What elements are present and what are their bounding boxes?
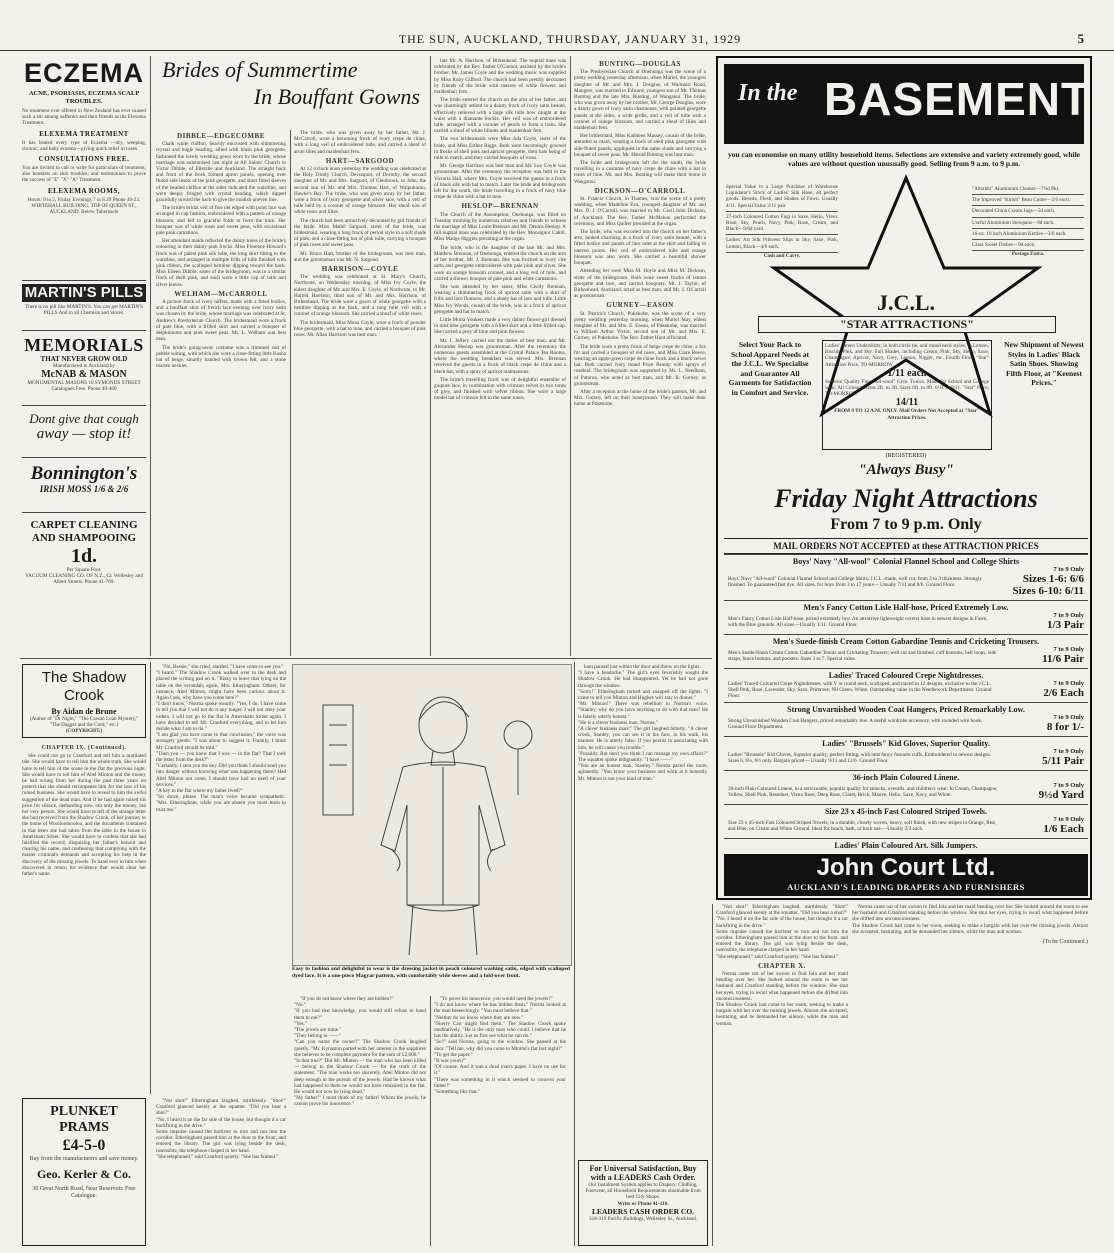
serial-column-5 [578, 664, 708, 904]
article-paragraph: late Mr. A. Harrison, of Birkenhead. The nuptial mass was celebrated by the Rev. Father O'Connor, assisted by the bride's brother. Mr. James Coyle and the wedding music was supplied by Miss Ruby Gifford. The church had been prettily decorated by friends of the bride with masses of white flowers and maidenhair fern. [434, 58, 566, 96]
attraction-price: 5/11 Pair [1042, 755, 1084, 767]
article-paragraph: The bride wore a pretty frock of beige crepe de chine, a fox fur and carried a bouquet of red roses, and Miss Clare Reeve, wearing an apple-green crepe de chine frock and a black velvet hat. Both carried ivory toned Prize Beauty with sprays of rosebud. The bridegroom was supported by Mr. L. Needham, of Paturoa, who acted as best man, and Mr. R. Gurney, as groomsman. [574, 343, 706, 387]
plunket-price: £4-5-0 [62, 1137, 106, 1154]
article-paragraph: The bride's travelling frock was of delightful ensemble of guipure lace, in combination with crimson velvet in two tones of grey, and finished with velvet ribbon. She wore a large model hat of crimson felt in the same tones. [434, 376, 566, 402]
article-paragraph: Little Moira Yonkers made a very dainty flower-girl dressed in mist blue georgette with a frilled skirt and a little frilled cap. She carried a posy of blue and pink flowers. [434, 316, 566, 336]
attraction-price-box [998, 782, 1084, 801]
eczema-heading: ELEXEMA TREATMENT [39, 129, 129, 138]
attraction-item [724, 702, 1088, 736]
subhead-welham-mccarroll: WELHAM—McCARROLL [174, 289, 268, 298]
attraction-row [728, 816, 1084, 835]
attraction-heading: Size 23 x 45-inch Fast Coloured Striped Towels. [824, 807, 988, 816]
attraction-row [728, 646, 1084, 665]
john-court-tagline: AUCKLAND'S LEADING DRAPERS AND FURNISHERS [787, 882, 1025, 892]
attraction-price: 2/6 Each [1043, 687, 1084, 699]
article-paragraph: Mr. J. Jeffery carried out the duties of best man, and Mr. Alexander Heslop was groomsman. After the ceremony the numerous guests assembled at the Crystal Palace Tea Rooms, where the wedding breakfast was served. Mrs. Brennan received the guests in a frock of black crepe de chine and a black hat, with a spray of apricot malmaisons. [434, 337, 566, 375]
memorials-title: MEMORIALS [24, 335, 144, 355]
special-kettles: 16-oz. 10 inch Aluminium Kettles—3/6 each. [972, 229, 1084, 240]
attraction-price: 8 for 1/- [1046, 721, 1084, 733]
special-fugi: 27-inch Coloured Cotton Fugi in Saxe, Helio, Vieux Rose, Sky, Peach, Navy, Pink, Rose, Cream, and Black—9/6d yard. [726, 212, 838, 236]
banner-basement: BASEMENT [824, 73, 1091, 125]
attraction-row [728, 612, 1084, 631]
serial-title: The Shadow Crook [41, 669, 127, 704]
cough-line2: away — stop it! [36, 426, 132, 442]
serial-paragraph: "Not shot!" Etheringham laughed, mirthlessly. "Shot!" Cranford glanced keenly at the squatter. "Did you hear a shot?" "No. I heard it on the far side of the house, but thought it a car backfiring in the drive." Some impulse caused the barrister to turn and run into the corridor. Etheringham passed him at the door to the front, and entered the library. The girl was lying beside the desk, insensible, the telephone clasped in her hand. "She telephoned," said Cranford quietly. "She has fainted." [156, 1098, 286, 1160]
cough-line1: Dont give that cough [29, 411, 139, 426]
attraction-price-box [998, 566, 1084, 597]
carpet-line4: VACUUM CLEANING CO. OF N.Z., Cr. Wellesley and Albert Streets. Phone 41-769. [25, 573, 143, 586]
brides-headline [156, 56, 426, 126]
carpet-price: 1d. [70, 545, 98, 567]
to-be-continued: (To be Continued.) [1042, 939, 1088, 946]
section-rule [20, 658, 712, 659]
attraction-hours: 7 to 9 Only [1053, 646, 1084, 653]
tunics-offer: Superior Quality Fine "All-wool" Gym. Tunics. Made for School and College wear. All Colours. Sizes 2ft. to 3ft. Sizes 6ft. to 8ft. 6/11 to 9/11. "Star" Price, TO-MORROW [825, 378, 989, 398]
subhead-dickson-ocarroll: DICKSON—O'CARROLL [594, 186, 686, 195]
eczema-ad [22, 58, 146, 281]
attraction-item [724, 770, 1088, 804]
back-to-school-box: Select Your Back to School Apparel Needs at the J.C.L. We Specialise and Guarantee All Garments for Satisfaction in Comfort and Service. [728, 340, 812, 397]
special-jugs: Decorated China Cream Jugs—5d each. [972, 206, 1084, 217]
article-paragraph: The two bridesmaids were Miss Ada Coyle, sister of the bride, and Miss Esther Riggs. Both were becomingly gowned in frocks of shell pink and apricot georgette, their hats being of tulle to match, and they carried bouquets of roses. [434, 136, 566, 162]
attraction-row [728, 748, 1084, 767]
bonnington-line1: Bonnington's [30, 463, 138, 484]
article-paragraph: The church had been attractively decorated by girl friends of the bride. Miss Mabel Sargood, sister of the bride, was bridesmaid, wearing a long frock of period style in a soft shade of pink, and a close-fitting hat of pink tulle, carrying a bouquet of pink roses and sweet peas. [294, 217, 426, 249]
registered-mark: (REGISTERED) [885, 453, 927, 459]
article-paragraph: The bride, who was escorted into the church on her father's arm, looked charming in a frock of ivory satin beauté, with a fitted bodice and panels of lace inlet at the skirt and falling in uneven points. Her veil of embroidered tulle and orange blossom was also worn. She carried a beautiful shower bouquet. [574, 229, 706, 267]
basement-banner [724, 64, 1091, 144]
serial-column-3 [294, 996, 426, 1246]
attraction-price-box [998, 714, 1084, 733]
serial-column-2 [156, 664, 286, 1094]
star-attractions: "STAR ATTRACTIONS" [758, 316, 1056, 333]
column-rule [430, 996, 431, 1246]
article-paragraph: The bride, who was given away by her father, Mr. J. McCarroll, wore a becoming frock of ivory crepe de chine, with a long veil of embroidered tulle, and carried a sheaf of arum lilies and maidenhair fern. [294, 130, 426, 155]
memorials-line2: Manufactured in Auckland by [52, 363, 116, 369]
attraction-description: Ladies' Traced Coloured Crepe Nightdresses, with V or round neck, scalloped, and traced in 12 designs, exclusive to the J.C.L. Shell Pink, Rose, Lavender, Sky, Saxe, Primrose, Nil Green, White. Outstanding value in the Needlework Department. Ground Floor. [728, 680, 992, 699]
special-cutter: The Improved "Kirish" Bean Cutter—2/6 each. [972, 195, 1084, 206]
brides-headline-line1: Brides of Summertime [162, 57, 358, 82]
attraction-hours: 7 to 9 Only [1053, 566, 1084, 573]
serial-paragraph: Norma came out of her swoon to find Iola and her maid bending over her. She looked around the room to see her husband and Cranford standing before the window. She shut her eyes, trying to recall what happened before she drifted into unconsciousness. The Shadow Crook had come to her room, seeking to make a bargain with her over the missing jewels. Almost she accepted, hesitating, and he demanded her silence, while the man and woman. [716, 971, 848, 1027]
article-paragraph: The bride entered the church on the arm of her father, and was charmingly attired in a dainty frock of ivory satin beauté, effectively relieved with a large silk tulle bow caught at the waist with a diamante buckle. Her veil was of embroidered tulle, arranged with a coronet of pearls to form a train. She carried a sheaf of white liliums and maidenhair fern. [434, 97, 566, 135]
article-paragraph: Mr. Bruce Hart, brother of the bridegroom, was best man, and the groomsman was Mr. N. Sargood. [294, 250, 426, 263]
article-paragraph: After a reception at the home of the bride's parents, Mr. and Mrs. Gurney, left on their honeymoon. They will make their home at Pukekohe. [574, 388, 706, 408]
special-stewpans: Useful Aluminium Stewpans—9d each. [972, 218, 1084, 229]
subhead-heslop-brennan: HESLOP—BRENNAN [461, 202, 539, 211]
caption-text: Easy to fashion and delightful to wear is the dressing jacket in peach coloured washing satin, edged with scalloped dyed lace. It is a one-piece Magyar pattern, with comfortably wide sleeves and a fold-over front. [292, 966, 570, 979]
brides-column-2 [294, 130, 426, 656]
article-paragraph: Her bridesmaid, Miss Kathleen Massey, cousin of the bride, attended as maid, wearing a frock of shell pink georgette with side-fluted panels, appliquéd in the same shade and carrying a bouquet of sweet peas. Mr. Harold Bunting was best man. [574, 133, 706, 158]
attraction-price-box [998, 816, 1084, 835]
eczema-body1: No treatment ever offered in New Zealand has ever caused such a stir among sufferers and their friends as the Elexema Treatment. [22, 108, 146, 127]
article-paragraph: A picture frock of ivory taffeta, made with a fitted bodice, and a bouffant skirt of french lace evening over ivory satin was chosen by the bride, whose marriage was celebrated at St. Andrew's Presbyterian Church. The bridesmaid wore a frock of pale blue, with a frilled skirt and carried a bouquet of delphiniums and pink sweet peas. Mr. L. Welham was best man. [156, 299, 286, 343]
attraction-heading: Men's Fancy Cotton Lisle Half-hose, Priced Extremely Low. [803, 603, 1009, 612]
serial-paragraph: "To prove his innocence, you would need the jewels?" "I do not know where he has hidden them." Norma looked at the man beseechingly. "You must believe that." "Neither do we know where they are now." "Sherry Carr might find them." The Shadow Crook spoke meditatively. "He is the only man who could. I believe that he has the ability. Let us first see what he can do." "So?" said Norma, going to the window. She paused at the door. "Tell me, why did you come to Minton's flat last night?" "To get the paper." "It was yours?" "Of course. And it was a dead man's paper. I have no use for it." "There was something in it which seemed to concern your father?" "Something like that." [434, 996, 566, 1096]
masthead-title: THE SUN, AUCKLAND, THURSDAY, JANUARY 31, 1929 [398, 32, 742, 46]
article-paragraph: St. Francis' Church, in Thames, was the scene of a pretty wedding, when Madeline Eva, youngest daughter of Mr. and Mrs. D. J. O'Carroll, was married to Mr. Cecil John Dickson, of Auckland. The Rev. Father McMahon performed the ceremony, and Miss Quilter presided at the organ. [574, 196, 706, 227]
basement-intro: you can economise on many utility household items. Selections are extensive and variety extremely good, while values are without question unusually good. Selling from 9 a.m. to 9 p.m. [728, 150, 1080, 168]
friday-attraction-items [724, 554, 1088, 850]
attraction-hours: 7 to 9 Only [1053, 680, 1084, 687]
attraction-item [724, 600, 1088, 634]
attraction-description: Size 23 x 45-inch Fast Coloured Striped Towels; in a durable, closely woven, heavy, soft finish, with new stripes in Orange, Red, and Blue, on Cream and White Ground. Ideal for beach, bath, or back use.—Usually 2/3 each. [728, 819, 996, 832]
plunket-line1: Buy from the manufacturers and save money. [29, 1156, 139, 1162]
attraction-hours: 7 to 9 Only [1053, 714, 1084, 721]
serial-paragraph: "No, Bessie," she cried, startled. "I have come to see you." "I heard." The Shadow Crook walked over to the desk and placed the writing pad on it. "Risky to leave that lying on the table on the verandah, again, Mrs. Etheringham. Others, for instance, Abel Minton, might have been curious about it. Again I ask, why have you come here?" "I don't know," Norma spoke wearily. "Yes, I do. I have come to tell you that I will not do it any longer. I will not obey your orders. I will not go to the flat in Amersham Street again. I have decided to tell Mr. Cranford everything, and to let him decide what I am to do." "I am glad you have come to that conclusion," the voice was strangely gentle. "I was about to suggest it. Frankly, I think Mr. Cranford should be told." "Then you — you knew that I was — in the flat? That I took the letter from the desk?" "Certainly. I sent you the key. Did you think I should send you into danger without knowing what was happening there? Had Abel Minton not come, I should have had no need of your services." "A key to the flat where my father lived?" "Sit down, please. The man's voice became sympathetic. "Mrs. Etheringham, while you are absent you must learn to trust me." [156, 664, 286, 813]
martin-pills-body: There is no pill like MARTIN'S. You can get MARTIN'S PILLS And in all Chemists and Stores. [24, 304, 144, 317]
serial-column-5b [156, 1098, 286, 1246]
satin-shoes-box: New Shipment of Newest Styles in Ladies' Black Satin Shoes. Showing Fifth Floor, at "Keenest Prices." [1004, 340, 1084, 387]
brides-headline-line2: In Bouffant Gowns [253, 84, 420, 109]
attraction-item [724, 838, 1088, 850]
leaders-line3: Write or Phone 41-116. [617, 1200, 669, 1207]
underskirts-offer: Ladies' Sateen Underskirts; in both circle tie, and round neck styles, in Lemon, Biscuit, Pink, and Sky. Full Shades, including Cream, Pink, Sky, Helio, Saxe, Champagne, Apricot, Navy, Grey, Lemon, Nigger, etc. Fourth Floor. "Star" Attraction Price, TO-MORROW [825, 343, 989, 368]
leaders-line4: 318-319 Pacific Buildings, Wellesley St., Auckland. [589, 1215, 697, 1222]
serial-paragraph: Norma came out of her swoon to find Iola and her maid bending over her. She looked around the room to see her husband and Cranford standing before the window. She shut her eyes, trying to recall what happened before she drifted into unconsciousness. The Shadow Crook had come to her room, seeking to make a bargain with her over the missing jewels. Almost she accepted, hesitating, and he demanded her silence, while the man and woman. [852, 904, 1088, 935]
attraction-description: Men's Suede-finish Cream Cotton Gabardine Tennis and Cricketing Trousers; well cut and finished, cuff bottoms, belt loops, side straps, brace buttons, and pockets. Sizes 3 to 7. Special value. [728, 649, 997, 662]
attraction-hours: 7 to 9 Only [1053, 748, 1084, 755]
serial-paragraph: She could not go to Cranford and tell him a mutilated tale. She would have to tell him the whole truth. She would have to tell him of the scene in the flat the previous night. She would have to tell him of Abel Minton and the money he had wrung from her during the past three years on pretext that she should recompense him for the loss of his ruined business. She would have to reveal to him the awful suggestion of the dead man. And if he had again raised his price for silence, demanding now, not only the money, but her very person. She would have to tell of the strange letter she had received from the Shadow Crook, of her journey to the home of Woolloomooloo, and the documents contained in that letter she had taken from the table in the house in Amersham Street. She would have to confess that she had falsified the record, disguising her father's honour and clearing his name, and confessing that complying with the master criminal's demands and accepting his help in the discovery of the missing jewels. To hand over to him when discovered in return for evidence that would clear her father's name. [22, 753, 146, 878]
attraction-price-box [998, 612, 1084, 631]
article-paragraph: The bride's bridal veil of fine net edged with point lace was arranged in cap fashion, embroidered with a pattern of orange blossom, and fell in graceful folds to form the train. Her bouquet was of white roses and sweet peas, with occasional pale pink carnations. [156, 205, 286, 237]
attraction-heading: Ladies' Traced Coloured Crepe Nightdresses. [828, 671, 984, 680]
attraction-description: Ladies' "Brussels" Kid Gloves, Superior quality; perfect fitting, with neat fancy forearm cuffs. Embroidered in newest designs. Sizes 6, 6¼, 6½ only. Bargain priced— Usually 9/11 and 12/6. Ground Floor. [728, 751, 991, 764]
leaders-line2: Our Instalment System applies to Drapery, Clothing, Footwear, all Household Requirements obtainable from best City Shops. [585, 1182, 701, 1201]
attraction-heading: 36-inch Plain Coloured Linene. [852, 773, 960, 782]
article-paragraph: Attending her were Miss M. Hoyle and Miss M. Dickson, sister of the bridegroom. Both wore sweet frocks of lemon georgette and lace, and carried bouquets. Mr. J. Taylor, of Birkenhead, Auckland, acted as best man, and Mr. J. O'Carroll as groomsman. [574, 268, 706, 300]
carpet-ad [22, 513, 146, 586]
attraction-description: Strong Unvarnished Wooden Coat Hangers, priced remarkably low. A useful wardrobe accessory, with rounded wire hook. Ground Floor Department. [728, 717, 983, 730]
column-rule [290, 130, 291, 656]
article-paragraph: Mr. George Harrison was best man and Mr. Leo Coyle was groomsman. After the ceremony the reception was held in the Victoria Hall, where Mrs. Coyle received the guests in a frock of black silk with hat to match. Later the bride and bridegroom left for the south, the bride travelling in a frock of navy blue crepe de chine with a hat to tone. [434, 163, 566, 201]
serial-paragraph: "If you do not know where they are hidden?" "No." "If you had that knowledge, you would still refuse to hand them to me?" "Yes." "The jewels are mine." "They belong to ——" "Can you name the owner?" The Shadow Crook laughed quietly. "Mr. Kynaston parted with her interest in the sapphires she believes to be complete payment for the sum of £2,000." "Is that true?" Did Mr. Minton — the man who has been killed — belong to the Shadow Crook — for the truth of the statement. "The man works too sincerely. Abel Minton did not deep enough in the pursuit of the jewels. Had he known what had happened to them he would not have remained in the flat. He would not now be lying dead." "My father!" I must think of my father! Whom the jewels, he cannot prove his innocence." [294, 996, 426, 1108]
woman-dressing-jacket-drawing [293, 665, 569, 963]
leaders-name: LEADERS CASH ORDER CO. [591, 1206, 695, 1216]
friday-hours: From 7 to 9 p.m. Only [830, 516, 982, 533]
bonnington-line2: IRISH MOSS 1/6 & 2/6 [39, 484, 129, 494]
attraction-price: 1/3 Pair [1047, 619, 1084, 631]
john-court-ad [716, 56, 1092, 900]
subhead-harrison-coyle: HARRISON—COYLE [321, 265, 399, 274]
attraction-price-box [998, 680, 1084, 699]
attraction-description: Boys' Navy "All-wool" Colonial Flannel School and College Shirts; J.C.L.-made, well cut, from 2 to 3 thickness. Strongly finished. To guaranteed fast dye. All sizes, for boys from 3 to 17 years— Usually 7/11 and 8/6. Ground Floor. [728, 575, 983, 588]
article-paragraph: Her attendant maids reflected the dainty tones of the bride's colouring in their dainty pink frocks. Miss Florence Howard's frock was of palest pink silk tulle, the long skirt fitting to the waistline, and arranged in multiple frills of tulle finished with pink ribbon, the scalloped hemline dipping toward the back. Miss Eileen Dibble, sister of the bridegroom, was in a similar frock of shell pink, and each wore a little cap of tulle and silver leaves. [156, 238, 286, 288]
cough-ad [22, 406, 146, 458]
memorials-line1: THAT NEVER GROW OLD [40, 355, 128, 363]
eczema-subtitle: ACNE, PSORIASIS, ECZEMA SCALP TROUBLES. [28, 90, 140, 105]
leaders-line1: For Universal Satisfaction, Buy with a LEADERS Cash Order. [589, 1164, 697, 1182]
serial-column-1 [22, 742, 146, 1094]
tunics-price: 14/11 [895, 397, 919, 409]
left-ad-column [22, 58, 146, 656]
memorials-line4: Catalogues Free. Phone 40-460 [51, 386, 117, 393]
eczema-body2: It has healed every type of Eczema —dry, weeping, chronic, and baby eczema—giving quick relief in cases. [22, 139, 146, 152]
article-paragraph: The bride, who is the daughter of the late Mr. and Mrs. Matthew Brennan, of Onehunga, entered the church on the arm of her brother, Mr. J. Brennan. She was frocked in ivory cire satin and georgette embroidered with pale pink and silver. She wore an orange blossom coronet, and a long veil of tulle, and carried a shower bouquet of pale pink and white carnations. [434, 244, 566, 282]
attraction-heading: Boys' Navy "All-wool" Colonial Flannel School and College Shirts [792, 557, 1020, 566]
attraction-price: 9½d Yard [1038, 789, 1084, 801]
attraction-price: 11/6 Pair [1042, 653, 1084, 665]
carpet-line1: CARPET CLEANING [30, 519, 138, 531]
carpet-line2: AND SHAMPOOING [31, 532, 137, 544]
serial-column-7 [852, 904, 1088, 1246]
article-paragraph: The wedding was celebrated at St. Mary's Church, Northcote, on Wednesday morning, of Miss Ivy Coyle, the eldest daughter of Mr. and Mrs. E. Coyle, of Northcote, to Mr. Harold Harrison, third son of Mr. and Mrs. Harrison, of Birkenhead. The bride wore a gown of white georgette with a hemline dipping at the back, and a long tulle veil with a coronet of orange blossom. She carried a sheaf of white roses. [294, 274, 426, 318]
attraction-item [724, 804, 1088, 838]
serial-credits: (Author of "Dr Night," "The Carson Loan Mystery," "The Dagger and the Cord," etc.) [29, 716, 139, 729]
memorials-line3: MONUMENTAL MASONS 10 SYMONDS STREET [27, 380, 141, 387]
attraction-item [724, 668, 1088, 702]
serial-author: By Aidan de Brune [51, 707, 117, 716]
article-paragraph: Chalk white chiffon, heavily encrusted with shimmering crystal and bugle beading, allied with blush pink georgette, fashioned the lovely wedding gown worn by the bride, whose marriage was solemnised last night at All Saints' Church to Victor Dibble, of Ellerslie and Auckland. The straight back and front of the frock formed apron panels, opening over fluted side insets of the pink georgette, and short fitted sleeves of the beaded chiffon at the sides indicated the waistline, and were deeply fringed with crystal beading, which dipped gracefully toward the back to give the modish uneven line. [156, 141, 286, 204]
serial-column-4 [434, 996, 566, 1246]
article-paragraph: The Presbyterian Church at Onehunga was the scene of a pretty wedding yesterday afternoon, when Muriel, the youngest daughter of Mr. and Mrs. J. Douglas, of Waimairi Road, Mangere, was married to Edward, youngest son of Mr. Thomas Bunting and the late Mrs. Bunting, of Wanganui. The bride, who was given away by her brother, Mr. George Douglas, wore a dainty gown of ivory satin charmeuse, with pointed georgette panels at the sides, a wide girdle, and a veil of tulle with a coronet of orange blossom, and carried a sheaf of lilies and maidenhair fern. [574, 69, 706, 132]
attraction-heading: Ladies' "Brussels" Kid Gloves, Superior Quality. [822, 739, 990, 748]
chapter-x-heading: CHAPTER X. [758, 961, 806, 970]
attraction-heading: Strong Unvarnished Wooden Coat Hangers, Priced Remarkably Low. [787, 705, 1025, 714]
plunket-title: PLUNKET PRAMS [50, 1104, 118, 1135]
attraction-item [724, 554, 1088, 600]
memorials-ad [22, 331, 146, 406]
mail-orders-note: MAIL ORDERS NOT ACCEPTED at these ATTRACTION PRICES [724, 538, 1088, 554]
attraction-description: 36-inch Plain Coloured Linene, in a serviceable, popular quality for smocks, overalls, and children's wear. In Cream, Champagne, Yellow, Shell Pink, Reseduet, Vieux Rose, Deep Rose, Claret, Brick, Mauve, Helio, Saxe, Navy, and White. [728, 785, 998, 798]
attraction-hours: 7 to 9 Only [1053, 612, 1084, 619]
attraction-hours: 7 to 9 Only [1053, 816, 1084, 823]
masthead [0, 30, 1114, 51]
plunket-maker: Geo. Kerler & Co. [36, 1167, 132, 1181]
article-paragraph: The bride's going-away costume was a trimmed suit of pebble suiting, with which she wore a close-fitting little Kasha hat of beige, smartly banded with brown felt, and a stone marten necklet. [156, 344, 286, 370]
banner-in-the: In the [738, 80, 798, 106]
attraction-row [728, 714, 1084, 733]
attraction-hours: 7 to 9 Only [1053, 782, 1084, 789]
attraction-row [728, 566, 1084, 597]
martin-pills-title: MARTIN'S PILLS [22, 284, 146, 302]
attraction-description: Men's Fancy Cotton Lisle Half-hose, priced extremely low. An attractive lightweight correct hose in newest designs in Fawn, with the Blue grounds. All sizes—Usually 1/11. Ground Floor. [728, 615, 988, 628]
article-paragraph: The bride and bridegroom left for the south, the bride travelling in a costume of navy crepe de chine with a hat in tones of blue. Mr. and Mrs. Bunting will make their home in Wanganui. [574, 160, 706, 185]
jcl-star-name: J.C.L. [876, 290, 936, 315]
attraction-heading: Ladies' Plain Coloured Art. Silk Jumpers. [834, 841, 978, 850]
attraction-price-box [998, 646, 1084, 665]
attraction-row [728, 680, 1084, 699]
article-paragraph: St. Patrick's Church, Pukekohe, was the scene of a very pretty wedding yesterday morning, when Muriel May, eldest daughter of Mr. and Mrs. E. Eason, of Pukekohe, was married to William Arthur Victor, second son of Mr. and Mrs. E. Gurney, of Pukekohe. The Rev. Father Hunt officiated. [574, 310, 706, 342]
illustration-caption [292, 966, 570, 992]
serial-chapter: CHAPTER IX. (Continued). [41, 745, 127, 751]
article-paragraph: At 12 o'clock noon yesterday the wedding was celebrated at the Holy Trinity Church, Devonport, of Dorothy, the second daughter of Mr. and Mrs. Sargood, of Glenbrook, to John, the second son of Mr. and Mrs. Thomas Hart, of Waipukurau, Hawke's Bay. The bride, who was given away by her father, wore a frock of ivory georgette and silver lace, with a veil of tulle held by a coronet of orange blossom. Her sheaf was of white roses and lilies. [294, 166, 426, 216]
weddings-column-4 [574, 58, 706, 656]
leaders-cash-ad [578, 1160, 708, 1246]
bonnington-ad [22, 458, 146, 513]
weddings-column-3 [434, 58, 566, 656]
article-paragraph: She was attended by her sister, Miss Cecily Brennan, wearing a shimmering frock of apricot satin with a skirt of frills and lace flounces, and a shady hat of lace and tulle. Little Miss Ivy Woods, cousin of the bride, was in a frock of apricot georgette and hat to match. [434, 283, 566, 315]
attraction-item [724, 634, 1088, 668]
friday-night-heading: Friday Night Attractions [774, 484, 1038, 513]
john-court-footer [724, 854, 1088, 896]
column-rule [570, 56, 571, 656]
special-slips: Ladies' Art Silk Princess Slips in Sky, Saxe, Pink, Lemon, Black—4/6 each. [726, 235, 838, 252]
attraction-price: 1/6 Each [1043, 823, 1084, 835]
brides-column-1 [156, 130, 286, 656]
attraction-row [728, 782, 1084, 801]
plunket-prams-ad [22, 1098, 146, 1246]
special-cash: Cash and Carry. [763, 252, 801, 259]
article-paragraph: The bridesmaid, Miss Mona Coyle, wore a frock of powder blue georgette, with a hat to tone, and carried a bouquet of pink roses. Mr. Allan Harrison was best man. [294, 319, 426, 339]
eczema-body3: You are invited to call or write for particulars of treatment, also booklets on skin troubles, and testimonials to prove the success of "E" "X" "A" Treatment. [22, 165, 146, 184]
column-rule [712, 904, 713, 1246]
shadow-crook-title-box [22, 664, 146, 738]
plunket-line2: 30 Great North Road, Near Reservoir. Free Catalogue. [32, 1186, 136, 1199]
serial-copyright: (COPYRIGHT.) [65, 728, 103, 735]
column-rule [430, 56, 431, 656]
special-cleaner: "Abraldo" Aluminium Cleaner—7½d Pkt. [972, 184, 1084, 195]
article-paragraph: The Church of the Assumption, Onehunga, was filled on Tuesday morning by numerous relatives and friends to witness the marriage of Miss Louie Brennan and Mr. Dennis Heslop. A full nuptial mass was celebrated by the Rev. Monsignor Cahill. Miss Madge Higgins presiding at the organ. [434, 211, 566, 243]
serial-column-6 [716, 904, 848, 1246]
special-hose: Special Value in a Large Purchase of Warehouse Liquidator's Stock of Ladies' Silk Hose, all perfect goods. Reseda, Flesh, and Shades of Fawn. Usually 4/11. Special Value 2/11 pair. [726, 184, 838, 212]
subhead-hart-sargood: HART—SARGOOD [325, 156, 395, 165]
eczema-address: Hours: 9 to 5, Friday Evenings 7 to 8.30 Phone 40-23. WHITEHALL BUILDING, TOP OF QUEEN ST., AUCKLAND. Below Tabernacle [27, 196, 141, 216]
star-hours-note: FROM 9 TO 12 A.M. ONLY. Mail Orders Not Accepted at "Star" Attraction Prices. [834, 408, 980, 421]
attraction-price: Sizes 1-6: 6/6 Sizes 6-10: 6/11 [1012, 573, 1084, 597]
carpet-line3: Per Square Foot. [66, 567, 102, 573]
always-busy: "Always Busy" [858, 462, 954, 478]
star-center-offers [822, 340, 992, 450]
column-rule [150, 56, 151, 656]
eczema-title: ECZEMA [24, 58, 144, 88]
serial-paragraph: "Not shot!" Etheringham laughed, mirthlessly. "Shot!" Cranford glanced keenly at the squatter. "Did you hear a shot?" "No. I heard it on the far side of the house, but thought it a car backfiring in the drive." Some impulse caused the barrister to turn and run into the corridor. Etheringham passed him at the door to the front, and entered the library. The girl was lying beside the desk, insensible, the telephone clasped in her hand. "She telephoned," said Cranford quietly. "She has fainted." [716, 904, 848, 960]
subhead-dibble-edgecombe: DIBBLE—EDGECOMBE [177, 132, 265, 140]
attraction-heading: Men's Suede-finish Cream Cotton Gabardine Tennis and Cricketing Trousers. [772, 637, 1040, 646]
attraction-item [724, 736, 1088, 770]
column-rule [574, 662, 575, 1246]
subhead-bunting-douglas: BUNTING—DOUGLAS [599, 60, 681, 68]
attraction-price-box [998, 748, 1084, 767]
eczema-rooms: ELEXEMA ROOMS, [48, 186, 120, 195]
eczema-consult: CONSULTATIONS FREE. [38, 155, 130, 164]
underskirts-price: 1/11 each [887, 367, 927, 379]
subhead-gurney-eason: GURNEY—EASON [606, 301, 674, 310]
serial-paragraph: ham paused just within the door and threw on the lights. "I have a headache." The girl's eyes feverishly sought the Shadow Crook. He had disappeared. Yet he had not gone through the window. "Sorry!" Etheringham turned and snapped off the lights. "I came to tell you Minton and Hughes will stay to dinner." "Mr. Minton!" There was rebellion in Norma's voice. "Stanley, why do you have anything to do with that man? He is falsely utterly honest." "He is a clever business man, Norma." "A clever business man!" The girl laughed bitterly. "A clever crook, Stanley, you can see it in his face, in his walk, his manner. He is utterly false. If you persist in associating with him, he will cause you trouble." "Possibly. But don't you think I can manage my own affairs?" The squatter spoke indignantly. "I have ——" "You are an honest man, Stanley." Norma paced the room, agitatedly. "You know your business and work at it honestly. Mr. Minton is not your kind of man." [578, 664, 708, 782]
column-rule [150, 662, 151, 1094]
special-dishes: Glass Sweet Dishes—9d each. [972, 240, 1084, 251]
special-postage: Postage Extra. [1011, 251, 1045, 258]
memorials-maker: McNAB & MASON [41, 369, 127, 381]
martin-pills-ad [22, 281, 146, 331]
dressing-jacket-illustration [292, 664, 572, 966]
john-court-name: John Court Ltd. [816, 854, 996, 881]
page-number: 5 [1077, 31, 1084, 46]
